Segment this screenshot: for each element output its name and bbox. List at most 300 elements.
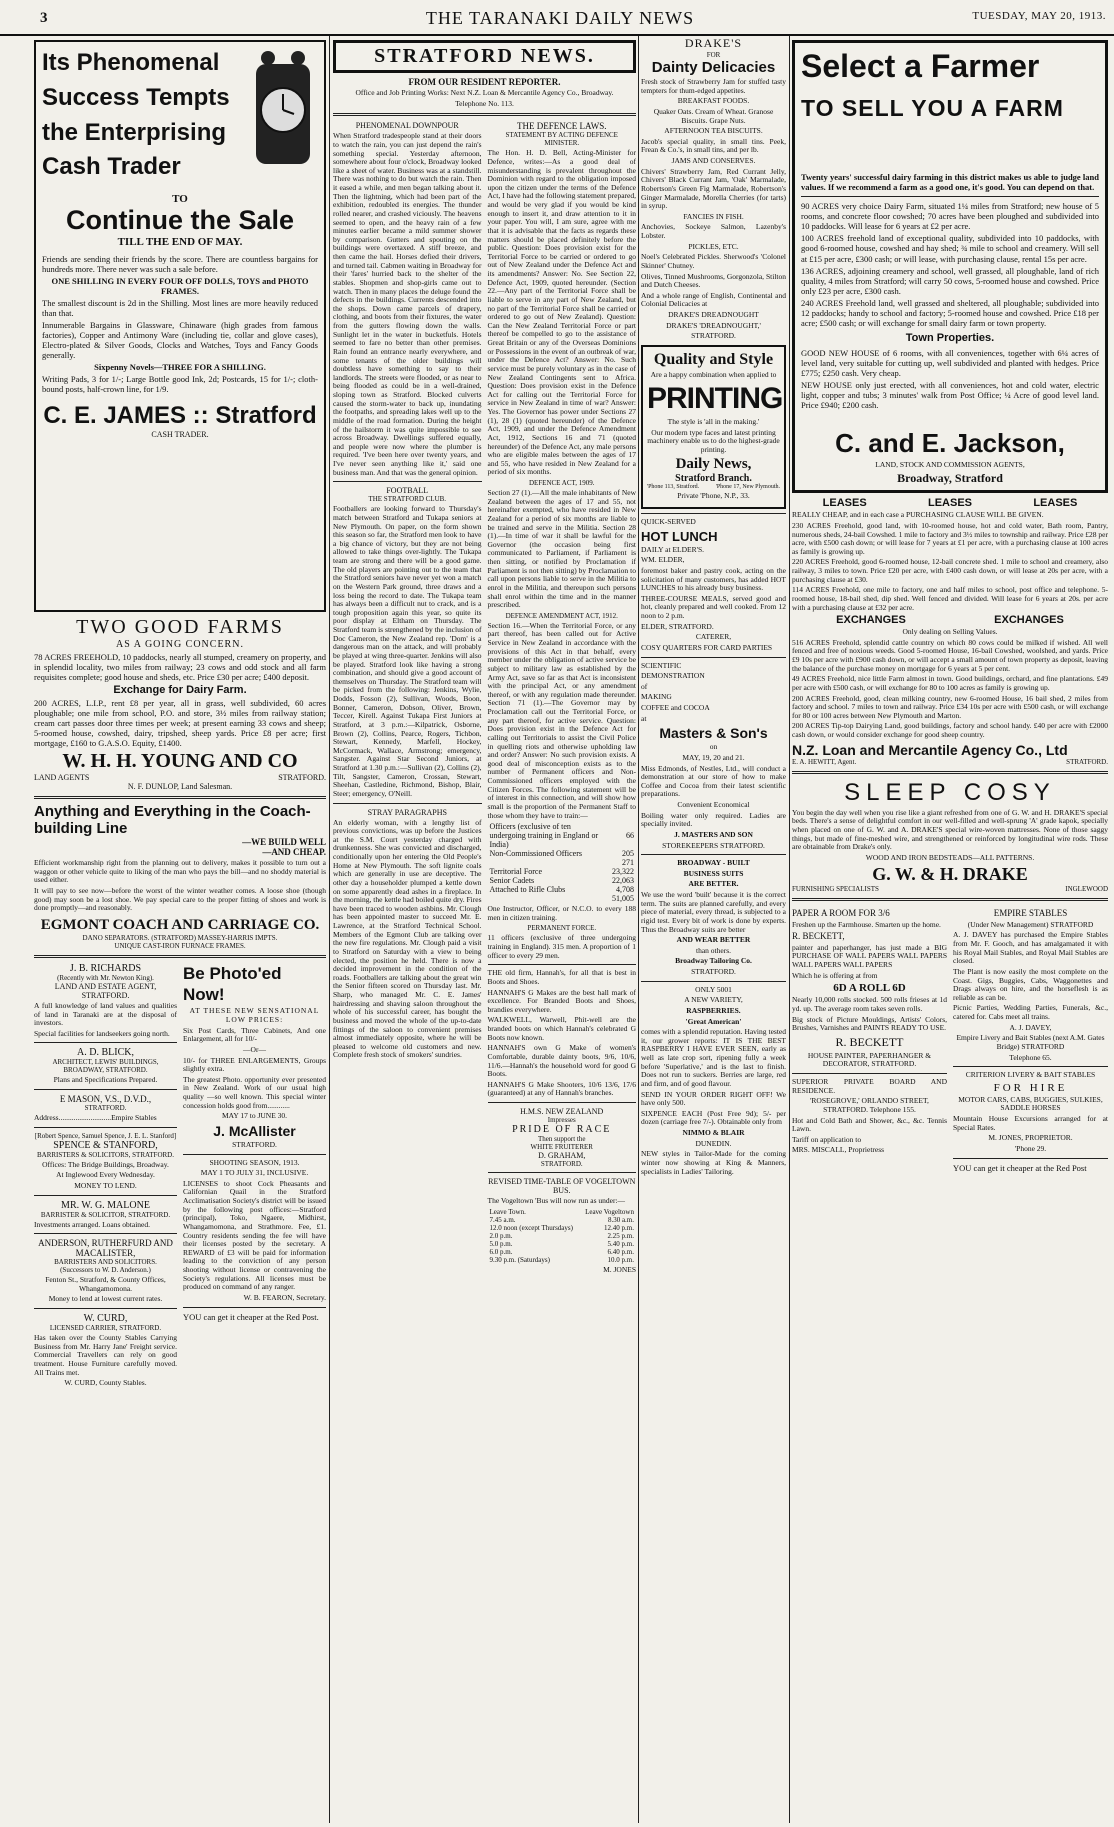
news-right [488,121,637,1276]
column-4 [792,36,1108,1823]
printing-heading: Quality and Style [653,350,774,368]
advertiser-name: C. E. JAMES :: Stratford [43,402,317,430]
masters-name: Masters & Son's [659,725,768,742]
lunch-subhead: DAILY at ELDER'S. [641,544,705,554]
exchanges-word: EXCHANGES [994,614,1064,627]
ad-paragraph: ONE SHILLING IN EVERY FOUR OFF DOLLS, TOYS and PHOTO FRAMES. [51,276,309,297]
card-text: Investments arranged. Loans obtained. [34,1219,151,1229]
article-headline: STRAY PARAGRAPHS [367,807,447,817]
sleep-cosy-title: SLEEP COSY [844,778,1056,806]
beckett-heading: PAPER A ROOM FOR 3/6 [792,908,890,919]
table-cell: 2.0 p.m. [489,1231,513,1240]
firm-town: STRATFORD. [278,773,326,783]
bus-signature: M. JONES [603,1264,636,1274]
furnishing-role: FURNISHING SPECIALISTS [792,885,879,894]
table-cell: 66 [626,831,634,841]
headline-line: Its Phenomenal [42,49,220,76]
column-1-lower [34,963,326,1390]
demo-line: DEMONSTRATION [641,671,705,681]
shooting-title: SHOOTING SEASON, 1913. [209,1157,300,1167]
exchanges-word: EXCHANGES [836,614,906,627]
column-rule [329,36,330,1823]
drake-text: Jacob's special quality, in small tins. Peek, Frean & Co.'s, in small tins, and per lb. [641,136,786,155]
empire-subhead: (Under New Management) STRATFORD [967,919,1094,929]
card-subtitle: (Successors to W. D. Anderson.) [60,1266,151,1275]
bus-timetable [488,1208,637,1264]
ad-paragraph: Sixpenny Novels—THREE FOR A SHILLING. [94,362,266,373]
nz-loan-firm: N.Z. Loan and Mercantile Agency Co., Ltd [792,741,1068,758]
office-line: Office and Job Printing Works: Next N.Z. Loan & Mercantile Agency Co., Broadway. [355,88,614,97]
bus-intro: The Vogeltown 'Bus will now run as under:— [487,1196,626,1205]
photo-subhead: AT THESE NEW SENSATIONAL LOW PRICES: [189,1006,320,1024]
drake-for: FOR [706,51,721,59]
article-body: An elderly woman, with a lengthy list of previous convictions, was up before the Justices at the S.M. Court yesterday charged with drunkenness. She was convicted and discharged, conditionally upon her entering the Old People's Home at New Plymouth. The soft lignite coals which are generally in use are deceptive. The other day a householder plumped a kettle down on some apparently dead ashes in a fireplace. In the morning, the kettle had boiled quite dry. Fires have been traced to wooden ashbins. Mr. Clough has been appointed master to succeed Mr. E. Lawrence, at the Stratford Technical School. Members of the Egmont Club are talking over the new fire regulations. Mr. Clough paid a visit to Stratford on Saturday with a view to being elected, the position he held. There is now a decided improvement in the condition of the roads. Footballers are talking about the great win the Senior fifteen scored on Thursday last. Mr. Sharp, who managed Mr. C. E. James' hairdressing and shaving saloon throughout the whole of his successful career, has bought the business and moved the whole of the up-to-date fittings of the saloon to convenient premises almost immediately opposite, where he will be pleased to welcome old customers and new. Complete fresh stock of smokers' sundries. [333,817,482,1060]
continue-sale-heading: Continue the Sale [65,205,295,236]
divider [333,803,482,804]
to-label: TO [172,193,188,206]
firm-details [34,773,326,782]
table-header [488,1208,637,1216]
printing-text: The style is 'all in the making.' [667,416,760,426]
telephone-line: Telephone No. 113. [455,98,514,108]
card-text: MONEY TO LEND. [74,1180,137,1190]
select-farmer-advert [792,40,1108,493]
demo-text: Miss Edmonds, of Nestles, Ltd., will conduct a demonstration at our store of how to make Coffee and Cocoa from their latest scientific preparations. [641,763,786,799]
two-farms-advert [34,616,326,791]
coach-advert [34,804,326,950]
table-cell: 9.30 p.m. (Saturdays) [489,1255,550,1264]
criterion-items: MOTOR CARS, CABS, BUGGIES, SULKIES, SADDLE HORSES [958,1094,1103,1113]
divider [792,771,1108,774]
firm-role: LAND AGENTS [34,773,90,783]
exchange-listing: 200 ACRES Freehold, good, clean milking country, new 6-roomed House, 16 bail shed, 2 miles from factory and school. 7 miles to town and railway. Price £34 10s per acre with £500 cash, or will exchange for 80 or 100 acres between New Plymouth and Marton. [792,693,1108,720]
salesman: N. F. DUNLOP, Land Salesman. [127,782,233,792]
table-row [488,894,637,903]
table-row [488,867,637,876]
demo-line: SCIENTIFIC [641,660,682,670]
exchange-listing: 49 ACRES Freehold, nice little Farm almost in town. Good buildings, orchard, and fine plantations. £49 per acre with £500 cash, or will exchange for 80 to 100 acres as family is growing up. [792,674,1108,692]
drake-text: Chivers' Strawberry Jam, Red Currant Jelly, Chivers' Black Currant Jam, 'Oak' Marmalade, Robertson's Green Fig Marmalade, Robertson's Ginger Marmalade, Morella Cherries (for tarts) in syrup. [641,166,786,211]
table-cell: 4,708 [616,885,634,895]
drake-subhead: FANCIES IN FISH. [683,211,744,221]
drake-text: Anchovies, Sockeye Salmon, Lazenby's Lobster. [641,222,786,240]
suits-heading: AND WEAR BETTER [676,935,751,945]
card-name: W. CURD, [83,1313,128,1324]
coach-title: Anything and Everything in the Coach-building Line [34,803,311,837]
coach-footer: DANO SEPARATORS. (STRATFORD) MASSEY-HARRIS IMPTS. [82,933,278,942]
ad-paragraph: Writing Pads, 3 for 1/-; Large Bottle good Ink, 2d; Postcards, 15 for 1/-; cloth-bound posts, half-crown line, for 1/9. [42,374,318,395]
printing-phones [647,484,780,490]
drake-subhead: PICKLES, ETC. [688,241,739,251]
ad-paragraph: The smallest discount is 2d in the Shilling. Most lines are more heavily reduced than that. [42,298,318,319]
photo-dates: MAY 17 to JUNE 30. [221,1111,288,1121]
drake-text: Noel's Celebrated Pickles. Sherwood's 'Colonel Skinner' Chutney. [641,252,786,270]
beckett-price: 6D A ROLL 6D [833,982,906,995]
drake-name: DRAKE'S 'DREADNOUGHT,' [666,320,761,330]
demo-line: at [641,713,647,723]
coach-footer: UNIQUE CAST-IRON FURNACE FRAMES. [114,941,246,950]
empire-text: Picnic Parties, Wedding Parties, Funerals, &c., catered for. Cabs meet all trains. [953,1003,1108,1022]
professional-cards [34,963,177,1390]
exchange-heading: Exchange for Dairy Farm. [113,684,247,697]
card-text: Plans and Specifications Prepared. [53,1075,158,1085]
empire-heading: EMPIRE STABLES [993,908,1068,919]
leases-word: LEASES [822,497,867,510]
farmer-intro: Twenty years' successful dairy farming in this district makes us able to judge land values. If we recommend a farm as a good one, it's good. You can depend on that. [801,172,1099,193]
drake-name: DRAKE'S DREADNOUGHT [668,310,759,319]
demo-line: of [641,681,648,691]
card-subtitle: [Robert Spence, Samuel Spence, J. E. L. Stanford] [34,1131,177,1140]
pride-heading: H.M.S. NEW ZEALAND [520,1107,604,1116]
masters-role: STOREKEEPERS STRATFORD. [662,840,765,850]
table-row [488,849,637,858]
divider [183,1154,326,1155]
table-row [488,876,637,885]
page-number: 3 [40,10,48,26]
photo-or: —Or— [243,1044,266,1054]
jackson-address: Broadway, Stratford [897,471,1003,486]
furnishing-town: INGLEWOOD [1065,885,1108,894]
sleep-text: You begin the day well when you rise like a giant refreshed from one of G. W. and H. DRAKE'S special beds. There's a sense of delightful comfort in our well-filled and well-sprung 'A' grade kapok, specially when placed on one of G. W. and A. DRAKE'S special wire-woven mattresses. None of those saggy things, but made of fine-meshed wire, and strengthened or reinforced by longitudinal wire rods. These are obtainable from Drake's only. [792,807,1108,852]
sleep-beds: WOOD AND IRON BEDSTEADS—ALL PATTERNS. [865,852,1035,862]
hannah-advert: HANNAH'S G Make Shooters, 10/6 13/6, 17/6 (guaranteed) at any of Hannah's branches. [487,1079,636,1098]
nz-loan-details [792,758,1108,766]
shooting-dates: MAY 1 TO JULY 31, INCLUSIVE. [200,1168,309,1178]
empire-text: The Plant is now easily the most complete on the Coast. Gigs, Buggies, Cabs, Waggonettes and Drags always on hire, and the horseflesh is as reliable as can be. [953,966,1108,1002]
card-role: BARRISTERS & SOLICITORS, STRATFORD. [37,1150,174,1159]
rasp-name: 'Great American' [685,1016,742,1026]
article-body: 11 officers (exclusive of three undergoing training in England). 315 men. A proportion of 1 officer to every 29 men. [487,933,636,960]
table-cell: 5.40 p.m. [607,1239,634,1248]
rasp-town: DUNEDIN. [695,1138,732,1148]
stratford-news-banner [333,40,636,73]
divider [801,196,1099,197]
table-cell: Non-Commissioned Officers [489,849,583,859]
pride-town: STRATFORD. [540,1160,583,1168]
table-header-cell: Leave Vogeltown [585,1207,634,1216]
divider [641,513,786,514]
nz-loan-agent: E. A. HEWITT, Agent. [792,757,857,766]
exchange-listing: 200 ACRES Tip-top Dairying Land, good buildings, factory and school handy. £40 per acre with £2000 cash down, or would consider exchange for good sheep country. [792,721,1108,740]
lunch-title: HOT LUNCH [641,528,718,544]
article-subhead: DEFENCE ACT, 1909. [528,479,595,487]
table-row [488,885,637,894]
card-text: Money to lend at lowest current rates. [48,1294,163,1304]
jackson-firm: C. and E. Jackson, [835,427,1065,458]
suits-firm: Broadway Tailoring Co. [675,956,752,966]
suits-heading: ARE BETTER. [688,879,739,889]
card-text: At Inglewood Every Wednesday. [56,1170,155,1180]
article-headline: PHENOMENAL DOWNPOUR [355,121,459,131]
issue-date: TUESDAY, MAY 20, 1913. [972,10,1106,22]
lease-listing: 220 ACRES Freehold, good 6-roomed house, 12-bail concrete shed. 1 mile to school and creamery, also railway, 3 miles to town. Price £20 per acre, with £400 cash down, or will lease at 20s per acre, with a purchasing clause at £30. [792,557,1108,584]
column-rule [638,36,639,1823]
table-cell: 12.0 noon (except Thursdays) [489,1223,573,1232]
table-cell: 12.40 p.m. [604,1223,634,1232]
card-town: STRATFORD. [84,1104,127,1112]
farm-listing: 136 ACRES, adjoining creamery and school, well grassed, all ploughable, land of rich quality, 4 miles from Stratford; will carry 50 cows, 5-roomed house and cowshed. Price only £23 per acre, £300 cash. [801,265,1099,296]
card-text: Address............................Empire Stables [34,1113,157,1122]
divider [34,1089,177,1090]
card-name: J. B. RICHARDS [69,962,142,974]
card-name: ANDERSON, RUTHERFURD AND MACALISTER, [38,1238,173,1259]
board-text: Tariff on application to [792,1134,862,1144]
pride-text: WHITE FRUITERER [530,1143,593,1151]
board-text: Hot and Cold Bath and Shower, &c., &c. Tennis Lawn. [792,1115,947,1134]
table-cell: 6.0 p.m. [489,1247,513,1256]
table-row [488,1216,637,1224]
printing-advert [641,345,786,509]
table-cell: 8.30 a.m. [607,1215,634,1224]
pride-firm: D. GRAHAM, [538,1151,586,1160]
article-body: Section 16.—When the Territorial Force, or any part thereof, has been called out for Active Service in New Zealand in accordance with the provisions of this Act in that behalf, every member under the obligation of active service be subject to military law as established by the Army Act, save so far as that Act is inconsistent with the principal Act, or any amendment thereof, or with any regulation made thereunder. Section 71 (1).—The Governor may by Proclamation call out the Territorial Force, or any part thereof, for active service. Question: Does provision exist in the Defence Act for calling out Territorials to assist the Civil Police in quelling riots and otherwise upholding law and order? Answer: No such provision exists. A good deal of misconception exists as to the number of Permanent officers and Non-Commissioned officers employed with the Citizen Forces. The following statement will be of interest in this connection, and will show how small is the proportion of the Permanent Staff to those whom they have to train:— [487,620,636,820]
drake-town: STRATFORD. [691,331,736,341]
beckett-name: R. BECKETT, [792,931,845,942]
nz-loan-town: STRATFORD. [1066,757,1108,766]
shooting-text: LICENSES to shoot Cock Pheasants and Californian Quail in the Stratford Acclimatisation Society's district will be issued by the following post offices:—Stratford (principal), Toko, Ngaere, Midhirst, Whangamomona, and Strathmore. Fee, £1. Country residents sending the fee will have their licenses posted by the secretary. A REWARD of £3 will be paid for information leading to the conviction of any person shooting without license or contravening the Society's regulations. All licenses must be produced on command of any ranger. [183,1178,326,1292]
suits-town: STRATFORD. [691,967,736,977]
card-signature: W. CURD, County Stables. [64,1378,147,1388]
drake-text: And a whole range of English, Continental and Colonial Delicacies at [641,290,786,309]
demo-line: COFFEE and COCOA [641,703,710,713]
divider [488,1102,637,1103]
farm-listing: 78 ACRES FREEHOLD, 10 paddocks, nearly all stumped, creamery on property, and in splendid locality, two miles from railway; 23 cows and odd stock and all farm requisites complete; good house and sheds, etc. Price £30 per acre; £400 deposit. [34,652,326,683]
phone-number: Private 'Phone, N.P., 33. [677,491,750,501]
column-2 [333,36,636,1823]
exchange-text: Only dealing on Selling Values. [902,627,998,637]
card-role: LAND AND ESTATE AGENT, STRATFORD. [54,981,157,1000]
town-properties-heading: Town Properties. [905,331,995,344]
divider [34,1195,177,1196]
printing-firm: Daily News, [675,456,752,473]
table-cell: 5.0 p.m. [489,1239,513,1248]
hannah-advert: HANNAH'S G Makes are the best hall mark of excellence. For Branded Boots and Shoes, brandies everywhere. [487,987,636,1014]
criterion-signature: M. JONES, PROPRIETOR. [988,1133,1073,1143]
firm-name: W. H. H. YOUNG AND CO [62,750,298,773]
exchange-listing: 516 ACRES Freehold, splendid cattle country on which 80 cows could be milked if wished. All well fenced and free of noxious weeds. Good 5-roomed House, 16-bail Cowshed, woolshed, and yards. Price £9 10s per acre with £900 cash down, or will accept a small amount of town property as deposit, leaving the balance of the purchase money on mortgage for 6 years at 5 per cent. [792,637,1108,673]
beckett-text: painter and paperhanger, has just made a BIG PURCHASE OF WALL PAPERS WALL PAPERS WALL PAPERS WALL PAPERS [792,942,947,970]
printing-title: PRINTING [647,381,783,415]
pride-text: Impresses [547,1116,576,1124]
beckett-advert [792,906,947,1174]
pride-text: Then support the [538,1135,586,1143]
jackson-role: LAND, STOCK AND COMMISSION AGENTS, [875,459,1025,469]
divider [34,796,326,799]
table-header-cell: Leave Town. [489,1207,526,1216]
rasp-line: A NEW VARIETY, [684,995,743,1005]
headline-line: Success Tempts [42,83,230,111]
card-name: E MASON, V.S., D.V.D., [59,1094,152,1104]
ad-paragraph: Efficient workmanship right from the planning out to delivery, makes it possible to turn out a waggon or other vehicle quite to liking of the man who pays the bill—and no shoddy material is used either. [34,858,326,885]
beckett-text: Which he is offering at from [792,970,878,980]
leases-heading [792,497,1108,509]
rasp-text: SEND IN YOUR ORDER RIGHT OFF! We have only 500. [641,1089,786,1108]
drake-text: Olives, Tinned Mushrooms, Gorgonzola, Stilton and Dutch Cheeses. [641,271,786,290]
photo-offer: Six Post Cards, Three Cabinets, And one Enlargement, all for 10/- [183,1025,326,1044]
leases-word: LEASES [1033,497,1078,510]
lease-listing: 114 ACRES Freehold, one mile to factory, one and half miles to school, post office and telephone. 5-roomed house, 18-bail shed, dip shed. Well fenced and divided. Will lease for 6 years at 20s. per acre with a purchasing clause at £32 per acre. [792,585,1108,612]
criterion-text: Mountain House Excursions arranged for at Special Rates. [953,1114,1108,1132]
farm-listing: 200 ACRES, L.I.P., rent £8 per year, all in grass, well subdivided, 60 acres ploughable; one mile from school, P.O. and store, 3½ miles from railway station; cream cart passes door three times per week; at present earning 33 cows and sheep; 5-roomed house, cowshed, dairy, tripshed, sheep yards. Price £8 per acre; first mortgage, £160 to G.A.S.O. Equity, £1400. [34,698,326,749]
table-cell: Senior Cadets [489,876,535,886]
farm-listing: 90 ACRES very choice Dairy Farm, situated 1¼ miles from Stratford; new house of 5 rooms, and concrete floor cowshed; 70 acres have been ploughed and subdivided into 10 paddocks. Will lease for 6 years at £2 per acre. [801,201,1099,232]
card-role: BARRISTERS AND SOLICITORS. [54,1258,157,1267]
town-listing: GOOD NEW HOUSE of 6 rooms, with all conveniences, together with 6¼ acres of level land, very suitable for cutting up, well subdivided and planted with hedges. Price £775; £250 cash. Very cheap. [801,347,1099,378]
divider [641,981,786,982]
staff-table [488,822,637,903]
beckett-text: Nearly 10,000 rolls stocked. 500 rolls frieses at 1d yd. up. The average room takes seven rolls. [792,995,947,1013]
james-advert [34,40,326,612]
lunch-text: THREE-COURSE MEALS, served good and hot, cleanly prepared and well cooked. From 12 noon to 2 p.m. [641,593,786,621]
article-subhead: STATEMENT BY ACTING DEFENCE MINISTER. [505,131,618,148]
bus-title: REVISED TIME-TABLE OF VOGELTOWN BUS. [488,1177,636,1195]
ad-paragraph: Innumerable Bargains in Glassware, Chinaware (high grades from famous factories), Copper and Antimony Ware (including tie, collar and glove cases), Electro-plated & Silver Goods, Clocks and Watches, Toys and Fancy Goods generally. [42,320,318,361]
divider [641,854,786,855]
divider [333,113,636,116]
rasp-heading: RASPBERRIES. [686,1005,741,1015]
card-name: MR. W. G. MALONE [61,1199,150,1211]
card-role: LICENSED CARRIER, STRATFORD. [49,1324,162,1332]
criterion-telephone: 'Phone 29. [1014,1143,1047,1153]
lunch-text: foremost baker and pastry cook, acting on the solicitation of many customers, has added HOT LUNCHES to his already busy business. [641,565,786,593]
table-cell: 22,063 [612,876,634,886]
section-title: STRATFORD NEWS. [374,45,595,67]
article-body: Footballers are looking forward to Thursday's match between Stratford and Tukapa seniors at New Plymouth. On paper, on the form shown this season so far, the Stratford men look to have a big chance of victory, but they are not being allowed to take things over-lightly. The Tukapa team are strong and there will be a good game. The old players are pointing out to the team that the Stratford seniors have never yet won a match on the Western Park ground, three draws and a loss being the record to date. The Tukapa team has always been a difficult nut to crack, and is a tough proposition again this year, so quite its poor display at Eltham on Thursday. The Stratford team is strengthened by the inclusion of Doc Cameron, the New Zealand rep. 'Dom' is a dangerous man on the attack, and will probably be played at wing three-quarter. Jenkins will also be played. Stratford look like having a strong combination, and should give a good account of themselves on Thursday. The Stratford team will be picked from the following: Jenkins, Wylie, Dodds, Fosson (2), Sullivan, Woods, Boon, Bonner, Cameron, Dobson, Oliver, Brown, Teccer, Kirell. Against Tukapa First Juniors at Stratford, at 3 p.m.:—Kilpatrick, Osborne, Brown (2), Collins, Pearce, Rogers, Tichbon, Stewart, Kennedy, Marfell, Hockey, McCormack, Wallace, Armstrong; emergency, Sangster. Against Star Second Juniors, at Stratford at 1.30 p.m.:—Sullivan (2), Collins (2), Tilt, Sangster, Cameron, Crossan, Stewart, Sheehan, Castledine, Richmond, Bishop, Blair, Steer; emergency, O'Neill. [333,504,482,798]
divider [488,1172,637,1173]
lunch-heading: QUICK-SERVED [641,517,696,527]
divider [34,1127,177,1128]
drake-subhead: JAMS AND CONSERVES. [671,156,756,165]
exchanges-heading [792,614,1108,626]
card-text: Special facilities for landseekers going north. [34,1028,170,1038]
printing-text: Are a happy combination when applied to [650,370,777,380]
suits-text: than others. [696,945,731,955]
table-row [488,1224,637,1232]
table-cell: Attached to Rifle Clubs [489,885,566,895]
card-role: ARCHITECT, LEWIS' BUILDINGS, BROADWAY, STRATFORD. [52,1058,159,1075]
card-subtitle: (Recently with Mr. Newton King). [57,973,154,982]
article-body: Section 27 (1).—All the male inhabitants of New Zealand between the ages of 17 and 55, not hereinafter exempted, who have resided in New Zealand for a period of six months are liable to be trained and serve in the Militia. Section 28 (1).—In time of war it shall be lawful for the Governor (the occasion being first communicated to Parliament, if Parliament is then sitting, or notified by Proclamation if Parliament is not then sitting) by Proclamation to call upon persons liable to serve in the Militia to enrol in the Militia, and thereupon such persons shall enrol within the time and in the manner prescribed. [487,488,636,610]
printing-branch: Stratford Branch. [675,473,752,485]
demo-text: Boiling water only required. Ladies are specially invited. [641,810,786,829]
divider [34,1233,177,1234]
drake-title: Dainty Delicacies [651,59,776,76]
article-subhead: THE STRATFORD CLUB. [368,495,447,504]
criterion-hire: FOR HIRE [993,1081,1068,1094]
hannah-advert: THE old firm, Hannah's, for all that is best in Boots and Shoes. [487,968,636,986]
farms-title: TWO GOOD FARMS [76,616,284,638]
article-body: One Instructor, Officer, or N.C.O. to every 188 men in citizen training. [487,904,636,922]
town-listing: NEW HOUSE only just erected, with all conveniences, hot and cold water, electric light, copper and tubs; 3 minutes' walk from Post Office; ¼ Acre of good level land. Price £940; £200 cash. [801,379,1099,410]
table-row [488,1232,637,1240]
reporter-line: FROM OUR RESIDENT REPORTER. [408,77,561,87]
demo-line: MAKING [641,692,672,702]
criterion-heading: CRITERION LIVERY & BAIT STABLES [965,1070,1096,1080]
lease-listing: 230 ACRES Freehold, good land, with 10-roomed house, hot and cold water, Bath room, Pantry, numerous sheds, 24-bail Cowshed. 1 mile to factory and 3½ miles to township and railway. Price £28 per acre, with £500 cash down; or will lease for 7 years at £1 per acre, with a purchasing clause at 100 acres as family is growing up. [792,520,1108,556]
article-body: When Stratford tradespeople stand at their doors to watch the rain, you can just depend the rain's something special. Yesterday afternoon, somewhere about four o'clock, Broadway looked like a sheet of water. Business was at a standstill. There was nothing to do but watch the rain. Then it eased a while, and men began talking about it. Then the lightning, which had been part of the exhibition, redoubled its energies. The thunder rolled nearer, and crashed viciously. The heavens seemed to open, and the heavy rain of a few minutes earlier became a mild summer shower by comparison. Gutters and spouting on the buildings were overtaxed. A stiff breeze, and then came the hail. Horses defied their drivers, and turned tail. Cabmen waiting in Broadway for their 'fares' hurried back to the shelter of the stables. Shopmen and shop-girls came out to watch. Then in many places the deluge found the defects in the buildings. Currents descended into the shops. Down came parcels of drapery, clothing, and boots from their fixtures, the water from the gutters flowing down the walls. Sunlight let in the water in bucketfuls. Hotels seemed to fare no better than other premises. Rain found an entrance nearly everywhere, and some tenants of the older buildings will doubtless have something to say to their landlords. The streets were flooded, or as near to being flooded as could be in a well-drained, sloping town as Stratford. Blocked culverts caused the storm-water to back up, inundating the footpaths, and spreading lakes well up to the middle of the road formation. During the height of the hailstorm it was quite impossible to see across Broadway. Dwellings suffered equally, and people were now where the plumber is required. 'I've been here over twenty years, and I've never seen anything like it,' said one business man. And that was the general opinion. [333,131,482,477]
table-row [488,858,637,867]
drake-furnishing-details [792,885,1108,893]
board-heading: SUPERIOR PRIVATE BOARD AND RESIDENCE. [792,1077,947,1095]
column-1 [34,36,326,1823]
article-body: The Hon. H. D. Bell, Acting-Minister for Defence, writes:—As a good deal of misunderstanding is prevalent throughout the Dominion with regard to the obligation imposed upon the citizen under the terms of the Defence Act, I have had the following statement prepared, and would be very glad if you would be kind enough to insert it, and draw attention to it in your paper. You will, I am sure, agree with me that it is advisable that the facts as regards these matters should be placed definitely before the public. Question: Does provision exist for the Territorial Force to be carried or ordered to go out of New Zealand under the Defence Act and its amendments? Answer: No. See Section 22, Defence Act, 1909, quoted hereunder. (Section 22.—Any part of the Territorial Force shall be liable to serve in any part of New Zealand, but no part of the Territorial Force shall be carried or ordered to go out of New Zealand). Question: Can the New Zealand Territorial Force or part thereof be compelled to go to the assistance of Great Britain or any of the Overseas Dominions or Possessions in the event of an outbreak of war, under the Defence Act? Answer: No. Such service must be purely voluntary as in the case of New Zealand Contingents sent to Africa. Question: Does provision exist in the Defence Act for calling out the Territorial Force for service in New Zealand in time of war? Answer: Yes. The Governor has power under Sections 27 (1), 28 (1) (quoted hereunder) of the Defence Act, 1909, and under the Defence Amendment Act, 1912, Sections 16 and 71 (quoted hereunder) of the Defence Act, any male persons who are eligible males between the ages of 17 and 55, who have resided in New Zealand for a period of six months. [487,148,636,477]
hannah-advert: HANNAH'S own G Make of women's Comfortable, durable dainty boots, 9/6, 10/6, 11/6.—Hannah's the household word for good G Boots. [487,1043,636,1079]
board-signature: MRS. MISCALL, Proprietress [792,1145,885,1155]
suits-heading: BUSINESS SUITS [683,868,744,878]
table-cell: 6.40 p.m. [607,1247,634,1256]
table-cell: 23,322 [612,867,634,877]
phone-number: 'Phone 113, Stratford. [647,484,700,491]
red-post-notice: YOU can get it cheaper at the Red Post. [183,1311,319,1322]
rasp-firm: NIMMO & BLAIR [682,1128,745,1138]
divider [333,481,482,482]
till-line: TILL THE END OF MAY. [117,236,243,249]
news-left [333,121,482,1276]
photographer-name: J. McAllister [213,1122,296,1139]
divider [641,657,786,658]
coach-tagline: —WE BUILD WELL [242,837,326,848]
headline-line: Cash Trader [42,153,181,181]
lunch-text: CATERER, [695,632,732,642]
ad-paragraph: Friends are sending their friends by the score. There are countless bargains for hundreds more. There never was such a sale before. [42,254,318,275]
card-name: A. D. BLICK, [77,1047,134,1059]
card-name: SPENCE & STANFORD, [53,1139,158,1151]
ad-paragraph: It will pay to see now—before the worst of the winter weather comes. A loose shoe (though good) may soon be a lost shoe. We pay special care to the proper fitting of shoes and work is done promptly—and reasonably. [34,886,326,913]
photo-title: Be Photo'ed Now! [183,963,282,1005]
suits-text: We use the word 'built' because it is the correct term. The suits are planned carefully, and every piece of material, every thread, is subjected to a rigid test. Every bit of work is done by experts. Thus the Broadway suits are better [641,890,786,934]
drake-text: Quaker Oats. Cream of Wheat. Granose Biscuits. Grape Nuts. [653,106,774,125]
divider [792,898,1108,901]
table-row [488,822,637,849]
card-role: BARRISTER & SOLICITOR, STRATFORD. [40,1210,171,1219]
page-header [0,0,1114,36]
coach-tagline: —AND CHEAP. [262,847,326,858]
lease-text: REALLY CHEAP, and in each case a PURCHASING CLAUSE WILL BE GIVEN. [792,510,1044,520]
clock-illustration [248,50,318,170]
shooting-signature: W. B. FEARON, Secretary. [243,1292,326,1302]
column-3 [641,36,786,1823]
table-row [488,1240,637,1248]
baker-name: WM. ELDER, [641,555,685,565]
headline-line: the Enterprising [42,118,227,146]
table-cell: 2.25 p.m. [607,1231,634,1240]
table-cell: Territorial Force [489,867,543,877]
table-cell: Officers (exclusive of ten undergoing training in England or India) [489,822,599,850]
drake-text: Fresh stock of Strawberry Jam for stuffed tasty tempters for thum-edged appetites. [641,77,786,95]
farmer-headline: Select a Farmer [801,48,1040,84]
farm-listing: 240 ACRES Freehold land, well grassed and sheltered, all ploughable; subdivided into 12 paddocks; handy to school and factory; 5-roomed house and cowshed. Price £18 per acre; £500 cash; or will exchange for small dairy farm or town property. [801,297,1099,328]
article-subhead: PERMANENT FORCE. [527,924,597,933]
news-columns [333,121,636,1276]
table-cell: 271 [622,858,634,868]
hannah-advert: WALKWELL, Warwell, Phit-well are the branded boots on which Hannah's celebrated G Boots now known. [487,1015,636,1042]
lunch-signature: ELDER, STRATFORD. [641,621,714,631]
beckett-text: Freshen up the Farmhouse. Smarten up the home. [792,919,941,929]
suits-heading: BROADWAY - BUILT [677,858,750,868]
rasp-line: ONLY 5001 [695,984,732,994]
table-row [488,1256,637,1264]
leases-word: LEASES [927,497,972,510]
red-post-notice: YOU can get it cheaper at the Red Post [953,1162,1087,1173]
demo-dates: MAY, 19, 20 and 21. [682,752,745,762]
drake-heading: DRAKE'S [684,36,743,50]
card-text: A full knowledge of land values and qualities of land in Taranaki are at the disposal of investors. [34,1000,177,1028]
masters-firm: J. MASTERS AND SON [674,829,753,839]
farmer-subheadline: TO SELL YOU A FARM [801,95,1064,122]
divider [34,1308,177,1309]
demo-line: on [709,742,718,752]
article-headline: THE DEFENCE LAWS. [516,121,607,132]
